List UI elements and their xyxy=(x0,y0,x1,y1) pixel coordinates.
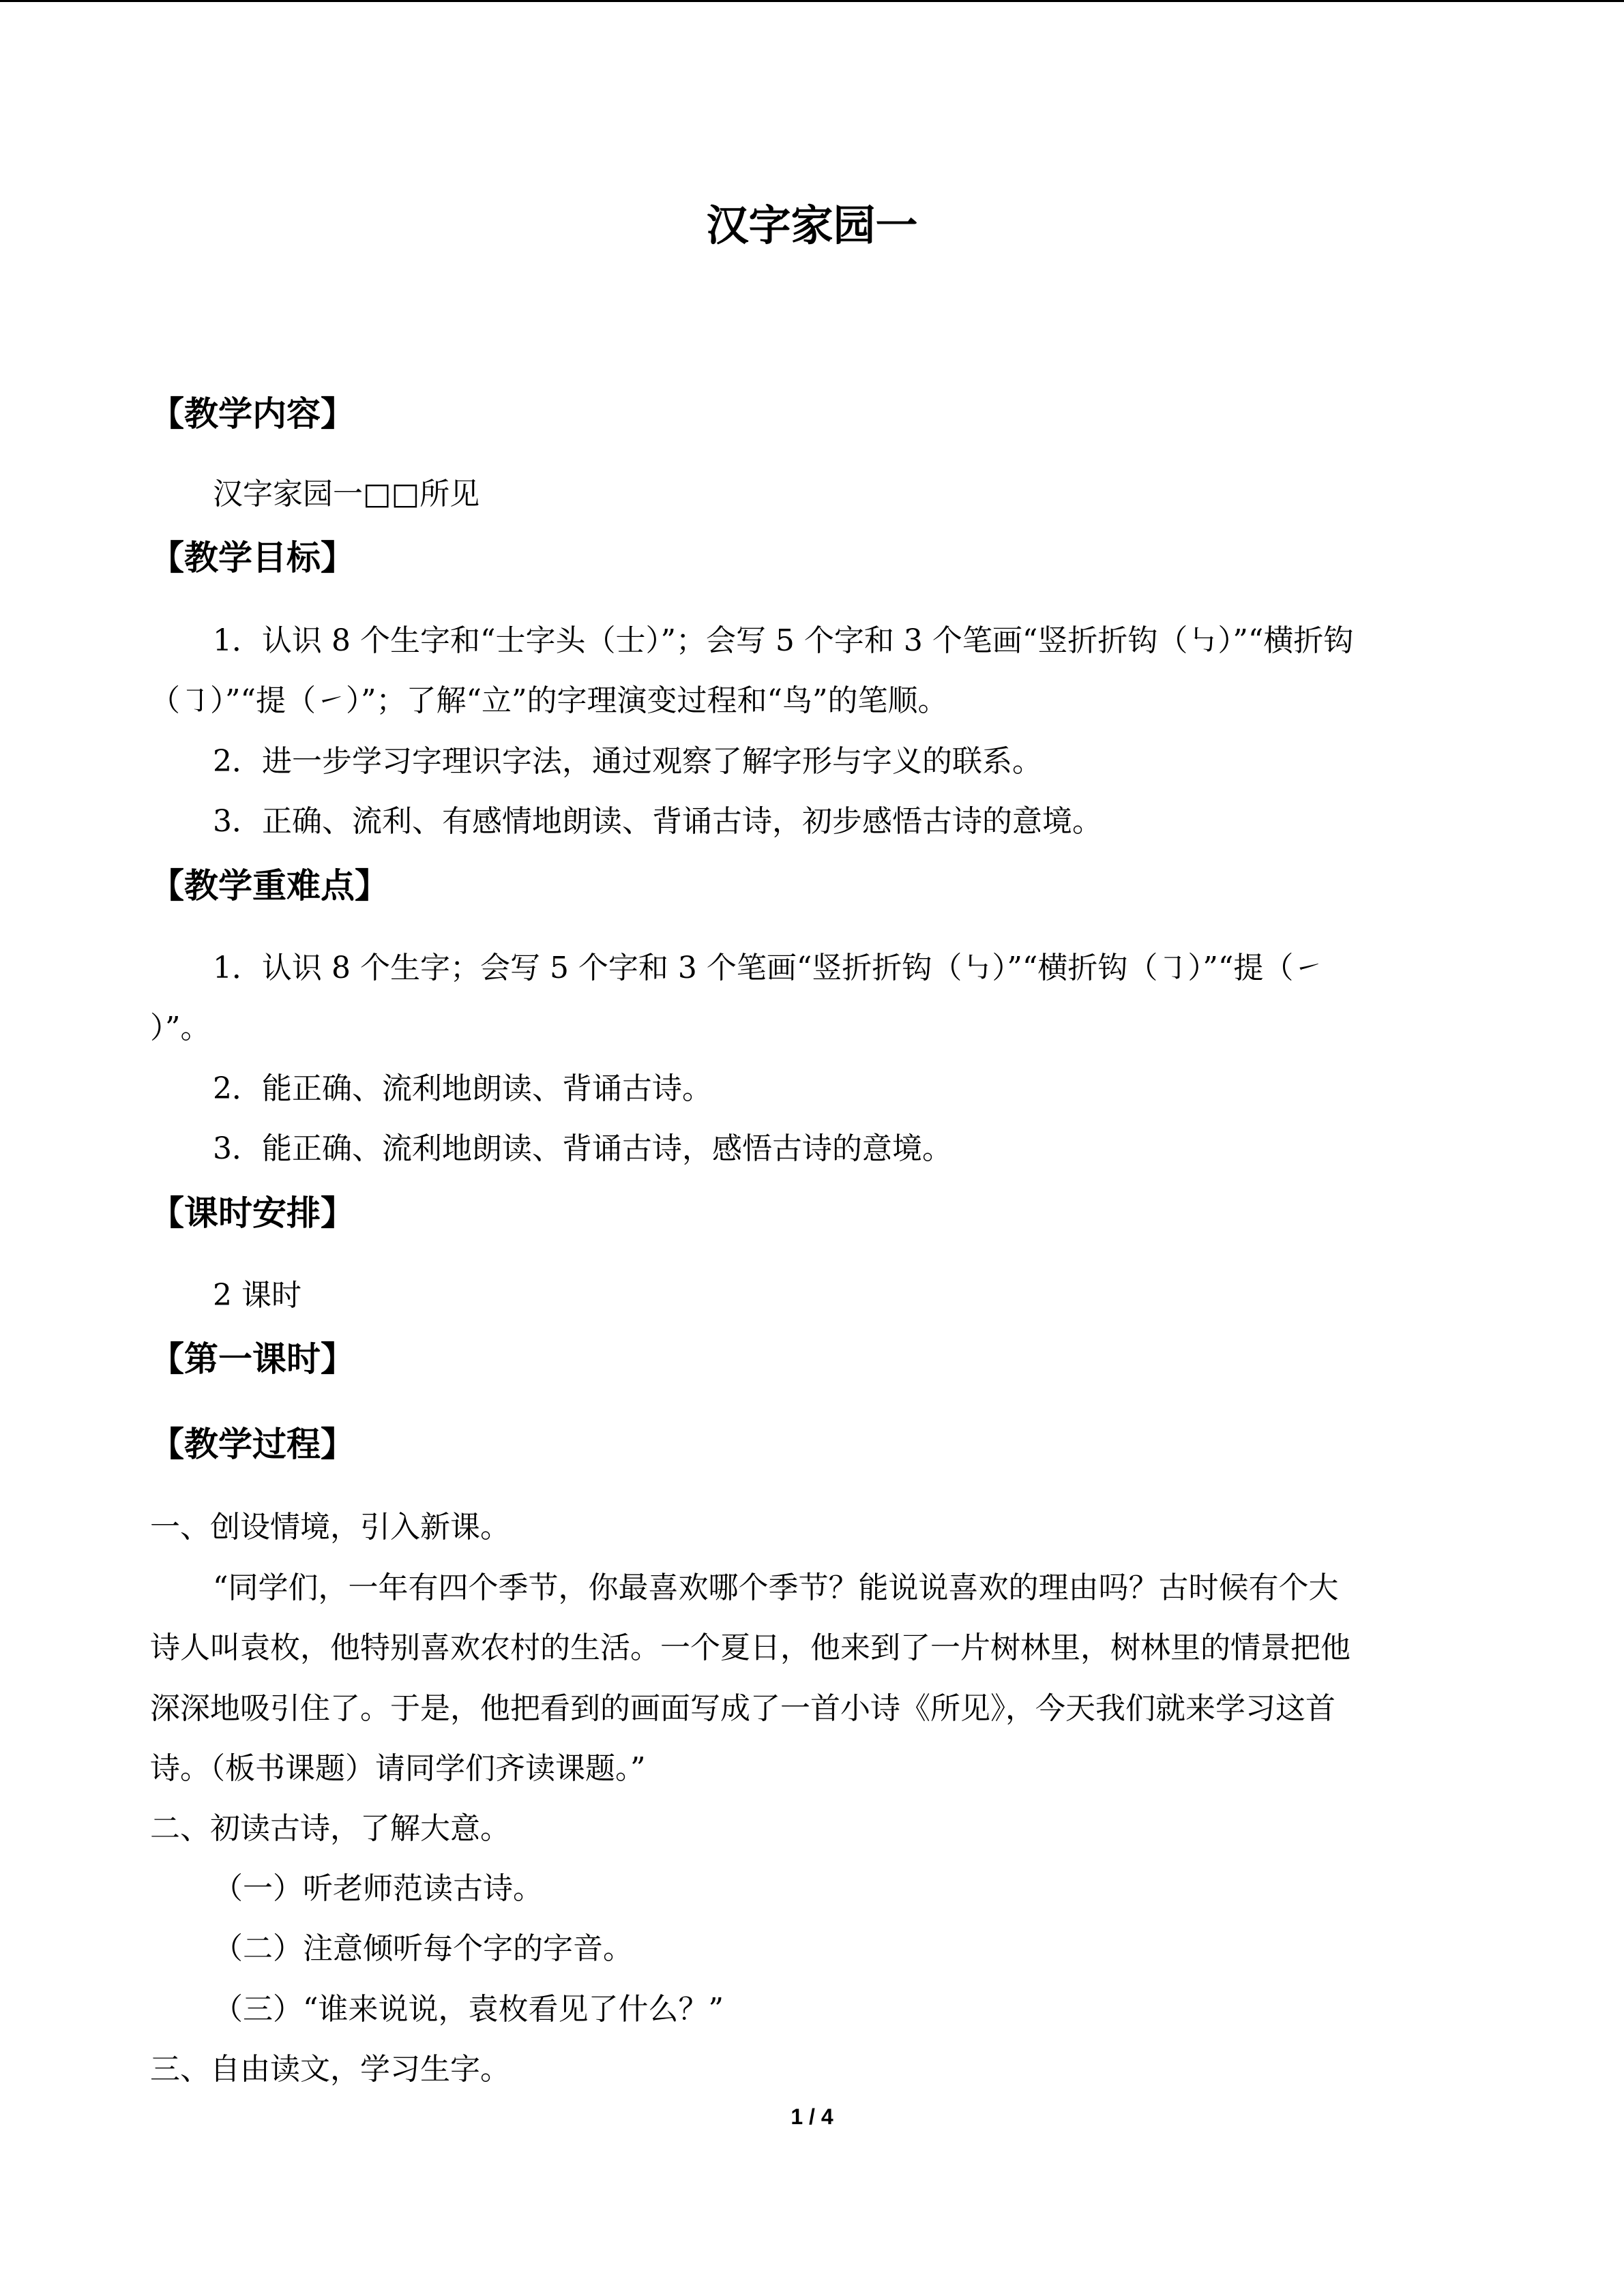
paragraph-1-line-2: 诗人叫袁枚，他特别喜欢农村的生活。一个夏日，他来到了一片树林里，树林里的情景把他 xyxy=(150,1630,1350,1665)
step-1: 一、创设情境，引入新课。 xyxy=(150,1510,510,1545)
goal-1-line-2: （㇆）”“提（㇀）”；了解“立”的字理演变过程和“鸟”的笔顺。 xyxy=(150,683,948,718)
step-2: 二、初读古诗，了解大意。 xyxy=(150,1811,510,1846)
heading-teaching-process: 【教学过程】 xyxy=(150,1425,355,1464)
paragraph-1-line-3: 深深地吸引住了。于是，他把看到的画面写成了一首小诗《所见》，今天我们就来学习这首 xyxy=(150,1691,1335,1726)
paragraph-1-line-1: “同学们，一年有四个季节，你最喜欢哪个季节？能说说喜欢的理由吗？古时候有个大 xyxy=(213,1570,1339,1605)
page-title: 汉字家园一 xyxy=(706,200,918,250)
goal-1-line-1: 1．认识 8 个生字和“士字头（⼠）”；会写 5 个字和 3 个笔画“竖折折钩（㇉）”“横折钩 xyxy=(213,623,1354,658)
page-number: 1 / 4 xyxy=(791,2104,833,2129)
teaching-content-text: 汉字家园一□□所见 xyxy=(213,477,480,511)
key-2: 2．能正确、流利地朗读、背诵古诗。 xyxy=(213,1071,712,1106)
key-3: 3．能正确、流利地朗读、背诵古诗，感悟古诗的意境。 xyxy=(213,1131,952,1166)
heading-schedule: 【课时安排】 xyxy=(150,1193,355,1233)
step-3: 三、自由读文，学习生字。 xyxy=(150,2052,510,2087)
sub-step-2: （二）注意倾听每个字的字音。 xyxy=(213,1931,633,1966)
heading-key-points: 【教学重难点】 xyxy=(150,866,389,906)
heading-teaching-goals: 【教学目标】 xyxy=(150,538,355,578)
sub-step-3: （三）“谁来说说，袁枚看见了什么？” xyxy=(213,1992,724,2027)
goal-2: 2．进一步学习字理识字法，通过观察了解字形与字义的联系。 xyxy=(213,744,1042,779)
key-1-line-1: 1．认识 8 个生字；会写 5 个字和 3 个笔画“竖折折钩（㇉）”“横折钩（㇆）”“提（㇀ xyxy=(213,951,1324,985)
heading-first-lesson: 【第一课时】 xyxy=(150,1339,355,1379)
key-1-line-2: ）”。 xyxy=(150,1011,211,1045)
paragraph-1-line-4: 诗。（板书课题）请同学们齐读课题。” xyxy=(150,1751,646,1786)
goal-3: 3．正确、流利、有感情地朗读、背诵古诗，初步感悟古诗的意境。 xyxy=(213,804,1102,839)
heading-teaching-content: 【教学内容】 xyxy=(150,394,355,434)
schedule-text: 2 课时 xyxy=(213,1278,301,1313)
top-border xyxy=(0,0,1624,2)
sub-step-1: （一）听老师范读古诗。 xyxy=(213,1871,543,1906)
